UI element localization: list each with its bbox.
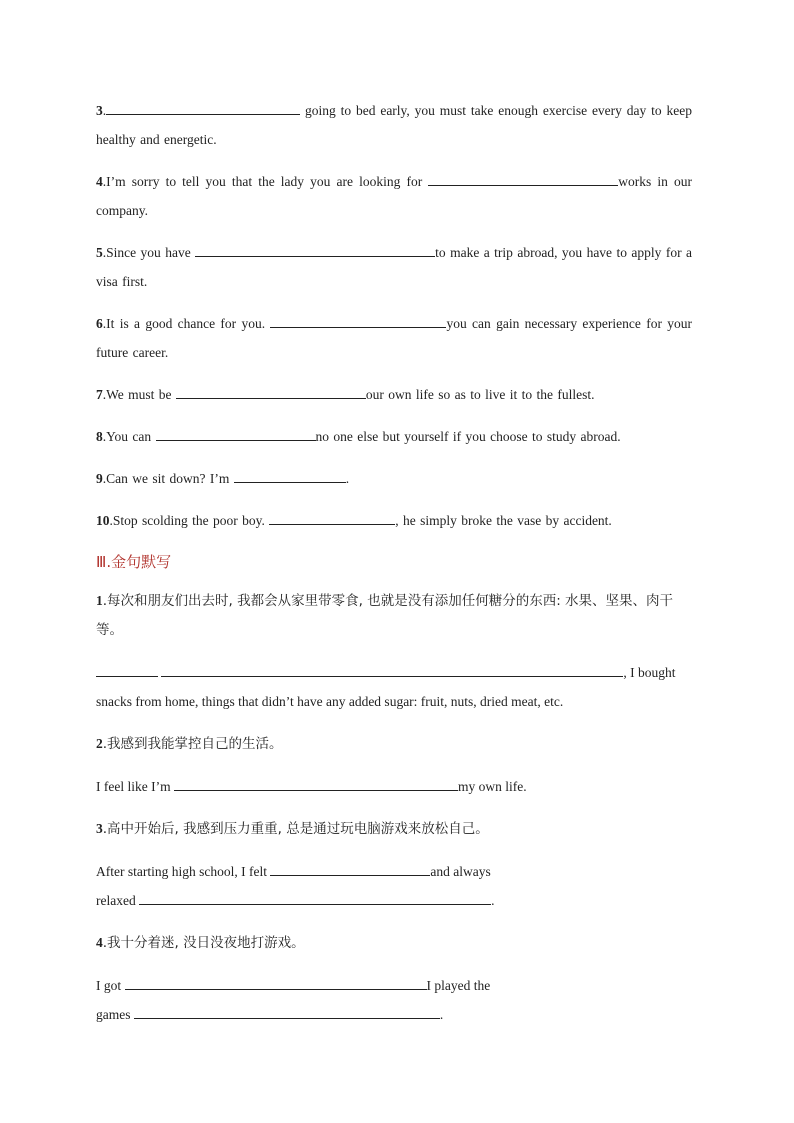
- answer-text: I feel like I’m: [96, 779, 174, 794]
- answer-blank[interactable]: [161, 661, 623, 677]
- exercise-text: .: [345, 471, 350, 486]
- sentence-3-chinese: 3.高中开始后, 我感到压力重重, 总是通过玩电脑游戏来放松自己。: [96, 821, 489, 837]
- sentence-1-chinese: 1.每次和朋友们出去时, 我都会从家里带零食, 也就是没有添加任何糖分的东西: 水果、坚果、肉干等。: [96, 593, 674, 638]
- answer-blank[interactable]: [176, 383, 366, 399]
- answer-blank[interactable]: [270, 860, 430, 876]
- exercise-3: 3. going to bed early, you must take enough exercise every day to keep healthy and energetic.: [96, 96, 692, 154]
- answer-text: I played the: [426, 978, 491, 993]
- section-title: Ⅲ.金句默写: [96, 553, 172, 571]
- answer-blank[interactable]: [174, 775, 458, 791]
- answer-blank[interactable]: [269, 509, 395, 525]
- answer-blank[interactable]: [96, 661, 158, 677]
- worksheet-page: [96, 96, 692, 1042]
- chinese-prompt: 我感到我能掌控自己的生活。: [107, 736, 283, 752]
- exercise-number: 10: [96, 513, 110, 528]
- exercise-text: to make a trip abroad, you have to apply for a visa first.: [96, 245, 692, 289]
- sentence-2-answer: [96, 772, 692, 801]
- chinese-prompt: 每次和朋友们出去时, 我都会从家里带零食, 也就是没有添加任何糖分的东西: 水果、坚果、肉干等。: [96, 593, 674, 638]
- exercise-number: 4: [96, 174, 103, 189]
- answer-blank[interactable]: [195, 241, 435, 257]
- chinese-prompt: 我十分着迷, 没日没夜地打游戏。: [107, 935, 305, 951]
- exercise-text: It is a good chance for you.: [106, 316, 271, 331]
- answer-blank[interactable]: [234, 467, 346, 483]
- exercise-number: 6: [96, 316, 103, 331]
- exercise-10: 10.Stop scolding the poor boy. , he simply broke the vase by accident.: [96, 506, 692, 535]
- sentence-4-chinese: 4.我十分着迷, 没日没夜地打游戏。: [96, 935, 305, 951]
- exercise-text: Since you have: [106, 245, 196, 260]
- answer-blank[interactable]: [125, 974, 427, 990]
- exercise-text: our own life so as to live it to the fullest.: [365, 387, 595, 402]
- answer-blank[interactable]: [139, 889, 491, 905]
- exercise-9: 9.Can we sit down? I’m .: [96, 464, 692, 493]
- exercise-text: I’m sorry to tell you that the lady you are looking for: [106, 174, 429, 189]
- exercise-text: , he simply broke the vase by accident.: [395, 513, 612, 528]
- exercise-text: going to bed early, you must take enough exercise every day to keep healthy and energetic.: [96, 103, 692, 147]
- answer-line: [96, 886, 692, 915]
- exercise-7: 7.We must be our own life so as to live it to the fullest.: [96, 380, 692, 409]
- exercise-number: 9: [96, 471, 103, 486]
- answer-text: , I bought: [623, 665, 676, 680]
- answer-blank[interactable]: [134, 1003, 440, 1019]
- exercise-6: 6.It is a good chance for you. you can gain necessary experience for your future career.: [96, 309, 692, 367]
- exercise-text: works in our company.: [96, 174, 692, 218]
- exercise-text: you can gain necessary experience for your future career.: [96, 316, 693, 360]
- answer-blank[interactable]: [106, 99, 300, 115]
- sentence-number: 4: [96, 935, 103, 950]
- answer-text: and always: [430, 864, 491, 879]
- exercise-text: Stop scolding the poor boy.: [112, 513, 270, 528]
- exercise-5: 5.Since you have to make a trip abroad, you have to apply for a visa first.: [96, 238, 692, 296]
- sentence-1-answer: [96, 658, 692, 716]
- exercise-number: 7: [96, 387, 103, 402]
- answer-line: snacks from home, things that didn’t have any added sugar: fruit, nuts, dried meat, etc.: [96, 694, 564, 709]
- answer-blank[interactable]: [270, 312, 446, 328]
- sentence-2-chinese: 2.我感到我能掌控自己的生活。: [96, 736, 283, 752]
- sentence-3-answer: [96, 857, 692, 915]
- exercise-text: We must be: [106, 387, 176, 402]
- answer-text: relaxed: [96, 893, 140, 908]
- answer-line: [96, 857, 692, 886]
- exercise-8: 8.You can no one else but yourself if you choose to study abroad.: [96, 422, 692, 451]
- answer-line: [96, 1000, 692, 1029]
- exercise-text: You can: [106, 429, 156, 444]
- exercise-number: 3: [96, 103, 103, 118]
- exercise-number: 5: [96, 245, 103, 260]
- answer-text: my own life.: [457, 779, 527, 794]
- answer-text: After starting high school, I felt: [96, 864, 271, 879]
- answer-text: .: [491, 893, 495, 908]
- exercise-number: 8: [96, 429, 103, 444]
- answer-blank[interactable]: [428, 170, 618, 186]
- answer-text: games: [96, 1007, 134, 1022]
- answer-line: [96, 971, 692, 1000]
- answer-text: I got: [96, 978, 125, 993]
- answer-line: [96, 658, 692, 687]
- exercise-text: no one else but yourself if you choose to study abroad.: [315, 429, 621, 444]
- exercise-text: Can we sit down? I’m: [106, 471, 234, 486]
- sentence-number: 3: [96, 821, 103, 836]
- sentence-4-answer: [96, 971, 692, 1029]
- answer-text: .: [439, 1007, 444, 1022]
- sentence-number: 1: [96, 593, 103, 608]
- exercise-4: 4.I’m sorry to tell you that the lady you are looking for works in our company.: [96, 167, 692, 225]
- sentence-number: 2: [96, 736, 103, 751]
- chinese-prompt: 高中开始后, 我感到压力重重, 总是通过玩电脑游戏来放松自己。: [107, 821, 489, 837]
- answer-blank[interactable]: [156, 425, 316, 441]
